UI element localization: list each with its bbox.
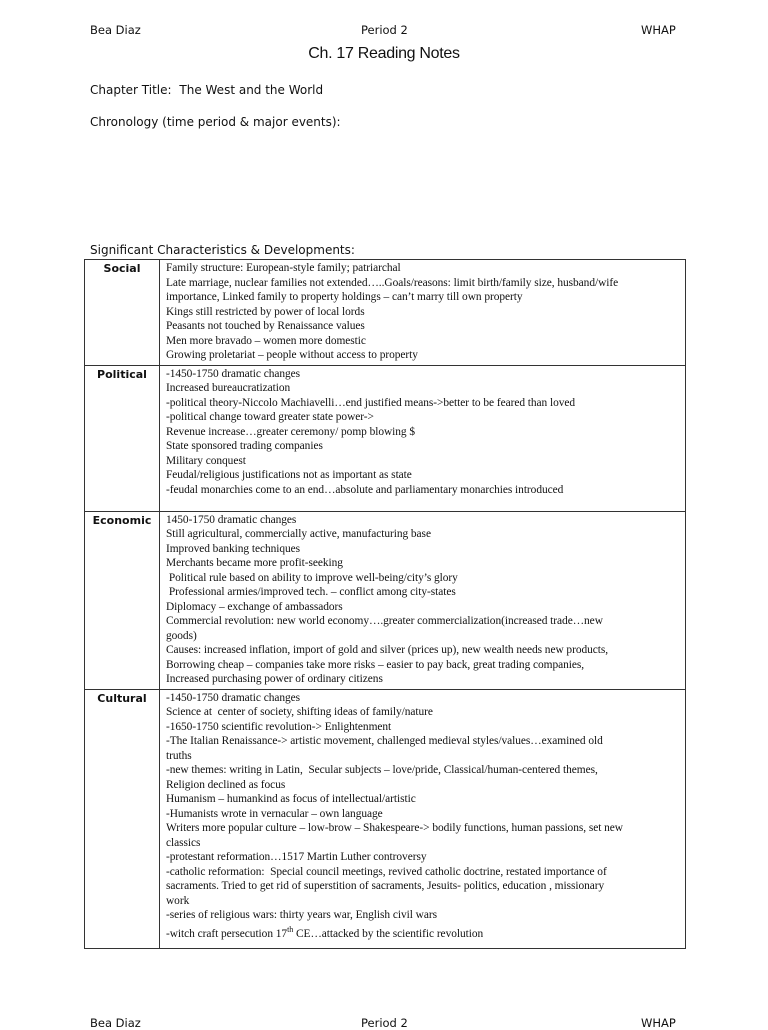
note-line: Family structure: European-style family; patriarchal — [166, 262, 401, 274]
note-line: goods) — [166, 629, 197, 642]
note-line: -political change toward greater state power-> — [166, 411, 374, 423]
category-label: Social — [85, 260, 160, 366]
category-label: Political — [85, 365, 160, 511]
note-line: Causes: increased inflation, import of gold and silver (prices up), new wealth needs new products, — [166, 644, 609, 656]
note-line: Kings still restricted by power of local lords — [166, 305, 365, 318]
economic-notes — [160, 511, 686, 689]
note-line: Writers more popular culture – low-brow – Shakespeare-> bodily functions, human passions, set new — [166, 822, 623, 834]
note-line: -1450-1750 dramatic changes — [166, 367, 301, 380]
note-line: Peasants not touched by Renaissance values — [166, 320, 365, 332]
footer-course-name: WHAP — [641, 1016, 676, 1030]
note-line: Revenue increase…greater ceremony/ pomp blowing $ — [166, 425, 416, 438]
note-line: -1650-1750 scientific revolution-> Enlightenment — [166, 720, 392, 733]
course-name: WHAP — [641, 23, 676, 37]
note-line: Humanism – humankind as focus of intellectual/artistic — [166, 793, 416, 805]
note-line-witchcraft — [166, 923, 681, 941]
note-line: Late marriage, nuclear families not extended…..Goals/reasons: limit birth/family size, husband/wife — [166, 276, 619, 289]
note-line: truths — [166, 749, 192, 762]
note-text: -witch craft persecution 17 — [166, 927, 288, 940]
table-row-economic — [85, 511, 686, 689]
note-line: Political rule based on ability to improve well-being/city’s glory — [166, 571, 458, 584]
note-line: -series of religious wars: thirty years war, English civil wars — [166, 909, 437, 921]
category-label: Economic — [85, 511, 160, 689]
table-row-cultural — [85, 689, 686, 948]
note-line: Science at center of society, shifting ideas of family/nature — [166, 706, 433, 718]
note-line: classics — [166, 836, 201, 849]
note-line: -The Italian Renaissance-> artistic movement, challenged medieval styles/values…examined old — [166, 735, 603, 747]
chronology-label: Chronology (time period & major events): — [90, 115, 341, 129]
note-line: -1450-1750 dramatic changes — [166, 691, 301, 704]
note-line: Feudal/religious justifications not as important as state — [166, 469, 412, 481]
note-line: -new themes: writing in Latin, Secular subjects – love/pride, Classical/human-centered themes, — [166, 764, 598, 776]
note-line: -feudal monarchies come to an end…absolute and parliamentary monarchies introduced — [166, 483, 564, 496]
footer-class-period: Period 2 — [361, 1016, 408, 1030]
social-notes — [160, 260, 686, 366]
student-name: Bea Diaz — [90, 23, 141, 37]
note-line: Professional armies/improved tech. – conflict among city-states — [166, 586, 456, 598]
note-line: Commercial revolution: new world economy….greater commercialization(increased trade…new — [166, 615, 603, 627]
note-line: Borrowing cheap – companies take more risks – easier to pay back, great trading companies, — [166, 658, 585, 671]
note-line: Increased purchasing power of ordinary citizens — [166, 673, 383, 685]
note-line: State sponsored trading companies — [166, 440, 323, 452]
page-title: Ch. 17 Reading Notes — [308, 45, 460, 62]
note-line: Improved banking techniques — [166, 542, 301, 555]
chapter-title-label: Chapter Title: — [90, 83, 172, 97]
footer-student-name: Bea Diaz — [90, 1016, 141, 1030]
note-line: Military conquest — [166, 454, 246, 467]
note-text: CE…attacked by the scientific revolution — [293, 927, 484, 940]
significant-label: Significant Characteristics & Developments: — [90, 243, 355, 257]
category-label: Cultural — [85, 689, 160, 948]
political-notes — [160, 365, 686, 511]
note-line: Merchants became more profit-seeking — [166, 557, 343, 569]
class-period: Period 2 — [361, 23, 408, 37]
note-line: Growing proletariat – people without access to property — [166, 349, 418, 361]
table-row-social — [85, 260, 686, 366]
chapter-title-value: The West and the World — [179, 83, 324, 97]
note-line: Men more bravado – women more domestic — [166, 334, 366, 347]
note-line: -protestant reformation…1517 Martin Luther controversy — [166, 851, 427, 863]
note-line: Still agricultural, commercially active, manufacturing base — [166, 528, 431, 540]
chapter-title-row — [90, 83, 323, 97]
cultural-notes — [160, 689, 686, 948]
note-line: -Humanists wrote in vernacular – own language — [166, 807, 383, 820]
note-line: Religion declined as focus — [166, 778, 286, 791]
ordinal-suffix: th — [287, 924, 294, 934]
note-line: 1450-1750 dramatic changes — [166, 513, 297, 526]
note-line: importance, Linked family to property holdings – can’t marry till own property — [166, 291, 523, 303]
note-line: work — [166, 894, 190, 907]
note-line: -catholic reformation: Special council meetings, revived catholic doctrine, restated importance of — [166, 865, 607, 878]
note-line: Diplomacy – exchange of ambassadors — [166, 600, 343, 613]
note-line: sacraments. Tried to get rid of superstition of sacraments, Jesuits- politics, education , missionary — [166, 880, 605, 892]
note-line: -political theory-Niccolo Machiavelli…end justified means->better to be feared than loved — [166, 396, 576, 409]
notes-table — [84, 259, 686, 949]
table-row-political — [85, 365, 686, 511]
note-line: Increased bureaucratization — [166, 382, 291, 394]
